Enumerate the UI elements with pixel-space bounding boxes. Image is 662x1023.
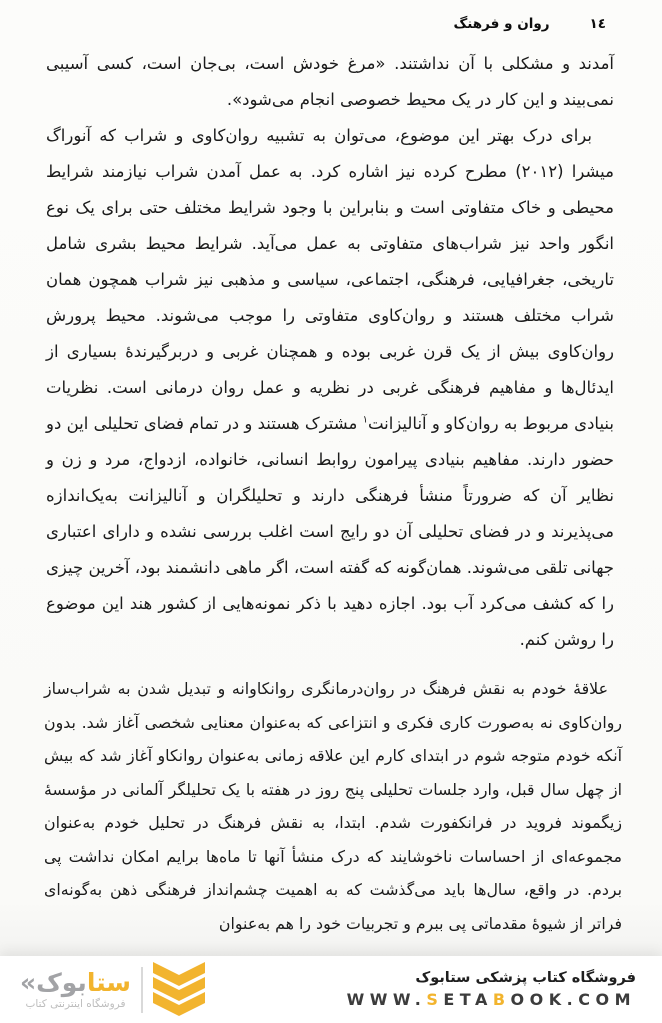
paragraph-text: مشترک هستند و در تمام فضای تحلیلی این دو حضور دارند. مفاهیم بنیادی پیرامون روابط انسانی، خانواده، ازدواج، مرد و زن و نظایر آن که ضرورتاً منشأ فرهنگی دارند و تحلیلگران و آنالیزانت به‌یک‌اندازه می‌پذیرند و در فضای تحلیلی آن دو رایج است اغلب بررسی نشده و دارای اعتباری جهانی تلقی می‌شوند. همان‌گونه که گفته است، اگر ماهی دانشمند بود، آخرین چیزی را که کشف می‌کرد آب بود. اجازه دهید با ذکر نمونه‌هایی از کشور هند این موضوع را روشن کنم. — [46, 414, 614, 649]
url-part: OOK.COM — [510, 990, 636, 1009]
running-head — [0, 0, 662, 32]
wordmark-guillemet: « — [20, 967, 37, 997]
paragraph-text: برای درک بهتر این موضوع، می‌توان به تشبیه روان‌کاوی و شراب که آنوراگ میشرا (٢٠١٢) مطرح کرده نیز اشاره کرد. به عمل آمدن شراب نیازمند شرایط محیطی و خاک متفاوتی است و بنابراین با وجود شرایط مختلف حتی برای یک نوع انگور واحد نیز شراب‌های متفاوتی به عمل می‌آید. شرایط محیط بشری شامل تاریخی، جغرافیایی، فرهنگی، اجتماعی، سیاسی و مذهبی نیز شراب همچون همان شراب مختلف هستند و روان‌کاوی متفاوتی را موجب می‌شوند. محیط پرورش روان‌کاوی بیش از یک قرن غربی بوده و همچنان غربی و دربرگیرندهٔ بسیاری از ایدئال‌ها و مفاهیم فرهنگی غربی در نظریه و عمل روان درمانی است. نظریات بنیادی مربوط به روان‌کاو و آنالیزانت — [46, 126, 614, 433]
logo-wordmark — [20, 969, 131, 997]
url-part: WWW. — [346, 990, 427, 1009]
running-title: روان و فرهنگ — [453, 16, 550, 32]
paragraph: آمدند و مشکلی با آن نداشتند. «مرغ خودش است، بی‌جان است، کسی آسیبی نمی‌بیند و این کار در یک محیط خصوصی انجام می‌شود». — [46, 54, 614, 109]
body-text — [0, 32, 662, 658]
paragraph — [46, 118, 614, 658]
block-quote: علاقهٔ خودم به نقش فرهنگ در روان‌درمانگری روانکاوانه و تبدیل شدن به شراب‌ساز روان‌کاوی نه به‌صورت کاری فکری و انتزاعی که به‌عنوان معنایی شخصی آغاز شد. بدون آنکه خودم متوجه شوم در ابتدای کارم این علاقه زمانی به‌عنوان روانکاو آغاز شد که بیش از چهل سال قبل، وارد جلسات تحلیلی پنج روز در هفته با یک تحلیلگر آلمانی در مؤسسهٔ زیگموند فروید در فرانکفورت شدم. ابتدا، به نقش فرهنگ در تحلیل خودم به‌عنوان مجموعه‌ای از احساسات ناخوشایند که درک منشأ آنها تا ماه‌ها برایم امکان نداشت پی بردم. در واقع، سال‌ها باید می‌گذشت که به اهمیت چشم‌انداز فرهنگی ذهن به‌گونه‌ای فراتر از شیوهٔ مقدماتی پی ببرم و تجربیات خود را هم به‌عنوان — [44, 679, 622, 933]
wordmark-gray-part: بوک — [36, 967, 87, 997]
footnote-marker: ۱ — [362, 414, 368, 426]
setabook-logo — [20, 962, 205, 1018]
site-url — [347, 990, 636, 1009]
footer-banner — [0, 956, 662, 1023]
page-number: ١٤ — [589, 16, 606, 32]
logo-wordmark-block — [20, 969, 131, 1011]
footer-store-info — [347, 970, 636, 1009]
store-name: فروشگاه کتاب پزشکی ستابوک — [415, 970, 636, 986]
triple-chevron-icon — [153, 962, 205, 1018]
url-part-accent: S — [426, 990, 444, 1009]
logo-divider — [141, 967, 143, 1013]
wordmark-accent-part: ستا — [86, 967, 132, 997]
url-part-accent: B — [492, 990, 511, 1009]
logo-tagline: فروشگاه اینترنتی کتاب — [25, 998, 126, 1011]
url-part: ETA — [443, 990, 493, 1009]
